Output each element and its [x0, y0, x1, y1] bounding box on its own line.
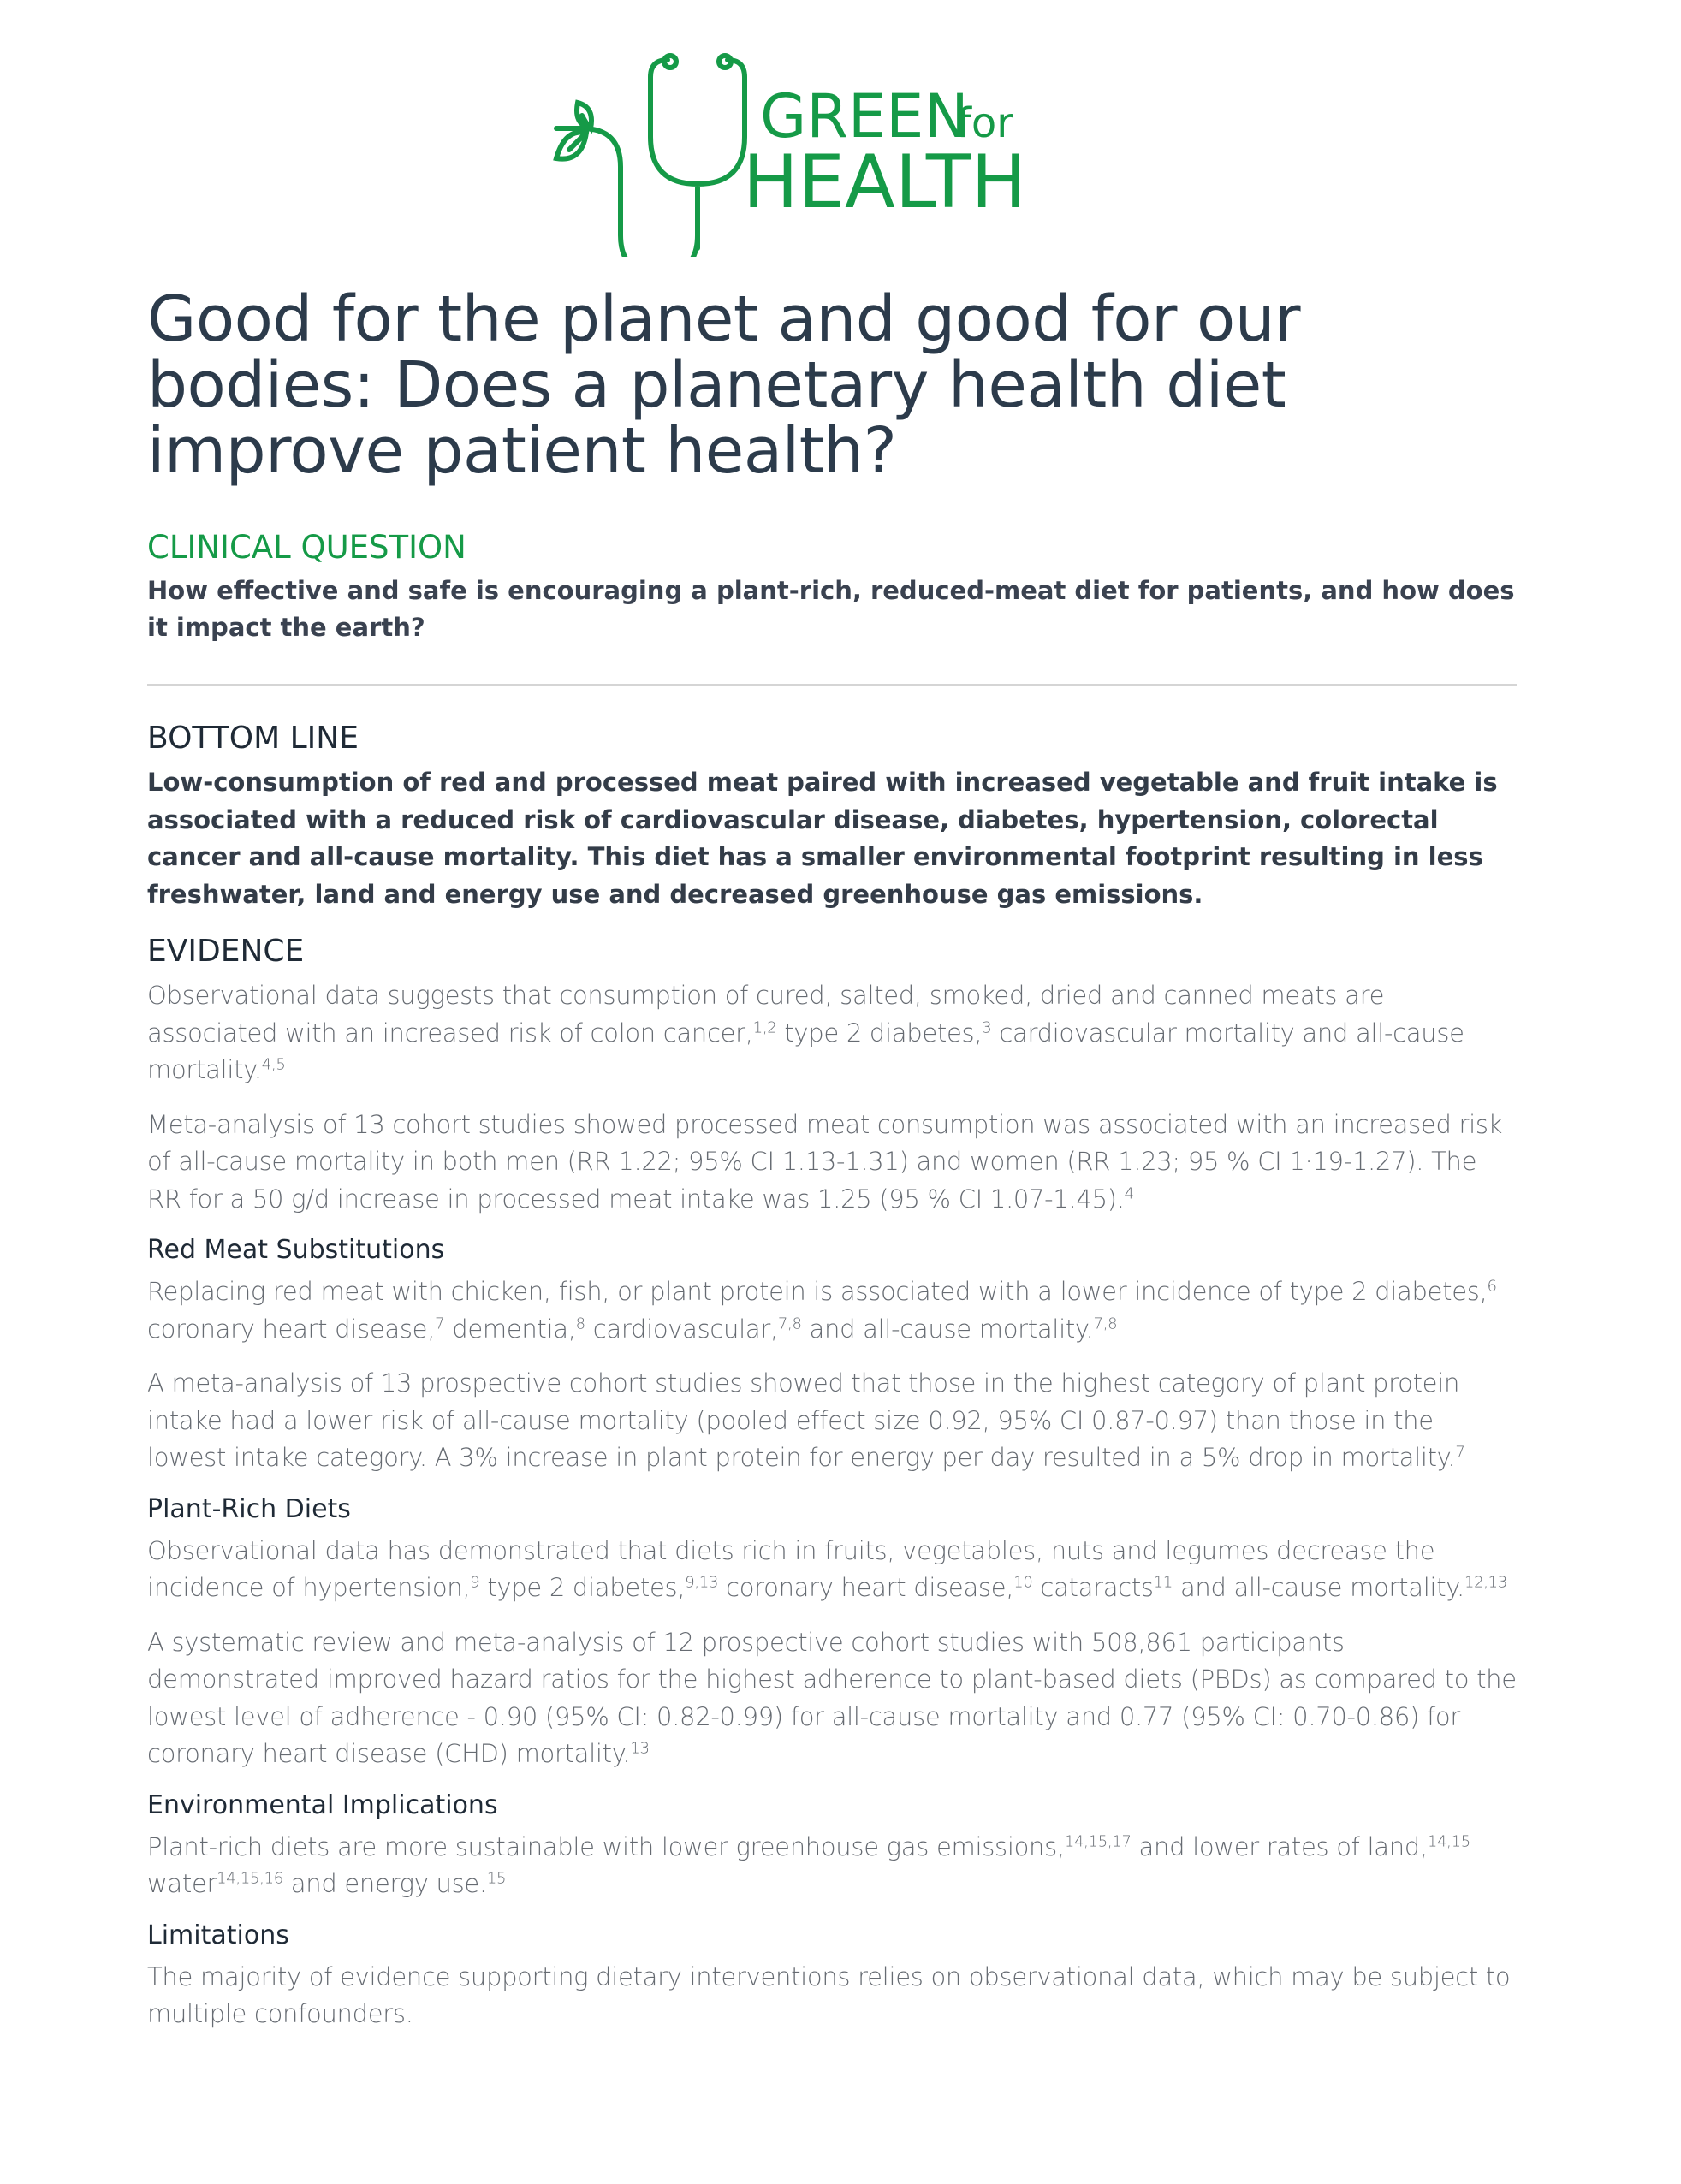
paragraph-text: Replacing red meat with chicken, fish, or plant protein is associated with a lower incidence of type 2 diabetes, [147, 1277, 1488, 1306]
evidence-heading: EVIDENCE [147, 934, 305, 969]
paragraph-text: type 2 diabetes, [479, 1573, 686, 1602]
bottom-line-heading: BOTTOM LINE [147, 721, 359, 756]
paragraph-text: The majority of evidence supporting dietary interventions relies on observational data, which may be subject to multiple confounders. [147, 1961, 1511, 2028]
evidence-paragraph [147, 977, 1517, 1089]
clinical-question-heading: CLINICAL QUESTION [147, 529, 466, 566]
green-for-health-logo [548, 51, 1027, 257]
evidence-paragraph [147, 1533, 1517, 1607]
citation-reference: 9 [470, 1573, 480, 1592]
evidence-paragraph [147, 1959, 1517, 2033]
citation-reference: 4,5 [261, 1055, 286, 1074]
citation-reference: 14,15 [1427, 1831, 1470, 1850]
svg-text:for: for [957, 99, 1013, 147]
svg-text:GREEN: GREEN [760, 81, 969, 151]
stethoscope-icon [556, 60, 745, 257]
paragraph-text: Observational data has demonstrated that diets rich in fruits, vegetables, nuts and legumes decrease the incidence of hypertension, [147, 1535, 1435, 1602]
citation-reference: 8 [575, 1314, 585, 1332]
evidence-subheading: Limitations [147, 1920, 289, 1950]
paragraph-text: cataracts [1032, 1573, 1154, 1602]
citation-reference: 6 [1487, 1277, 1497, 1296]
paragraph-text: Meta-analysis of 13 cohort studies showed processed meat consumption was associated with an increased risk of all-cause mortality in both men (RR 1.22; 95% CI 1.13-1.31) and women (RR 1.23; 95 % CI 1·19-1.27). The RR for a 50 g/d increase in processed meat intake was 1.25 (95 % CI 1.07-1.45). [147, 1109, 1503, 1214]
evidence-paragraph [147, 1365, 1517, 1477]
citation-reference: 13 [630, 1739, 650, 1758]
paragraph-text: cardiovascular mortality and all-cause mortality. [147, 1018, 1464, 1084]
paragraph-text: dementia, [444, 1314, 576, 1344]
clinical-question-text: How effective and safe is encouraging a plant-rich, reduced-meat diet for patients, and how does it impact the earth? [147, 576, 1515, 642]
page-title: Good for the planet and good for our bodies: Does a planetary health diet improve patient health? [147, 282, 1301, 488]
paragraph-text: cardiovascular, [585, 1314, 778, 1344]
evidence-paragraph [147, 1624, 1517, 1773]
paragraph-text: type 2 diabetes, [776, 1018, 983, 1047]
paragraph-text: Plant-rich diets are more sustainable with lower greenhouse gas emissions, [147, 1831, 1065, 1861]
evidence-paragraph [147, 1829, 1517, 1903]
paragraph-text: and lower rates of land, [1131, 1831, 1428, 1861]
citation-reference: 9,13 [685, 1573, 719, 1592]
paragraph-text: and all-cause mortality. [801, 1314, 1094, 1344]
evidence-subheading: Environmental Implications [147, 1789, 498, 1820]
evidence-subheading: Plant-Rich Diets [147, 1493, 351, 1524]
evidence-subheading: Red Meat Substitutions [147, 1235, 445, 1265]
citation-reference: 14,15,17 [1064, 1831, 1132, 1850]
citation-reference: 7 [435, 1314, 445, 1332]
evidence-paragraph [147, 1273, 1517, 1348]
citation-reference: 14,15,16 [217, 1869, 283, 1888]
citation-reference: 15 [486, 1869, 507, 1888]
paragraph-text: coronary heart disease, [147, 1314, 436, 1344]
evidence-paragraph [147, 1107, 1517, 1219]
paragraph-text: water [147, 1869, 217, 1898]
bottom-line-text: Low-consumption of red and processed meat paired with increased vegetable and fruit intake is associated with a reduced risk of cardiovascular disease, diabetes, hypertension, colorectal cancer and all-cause mortality. This diet has a smaller environmental footprint resulting in less freshwater, land and energy use and decreased greenhouse gas emissions. [147, 768, 1498, 909]
citation-reference: 11 [1153, 1573, 1173, 1592]
divider [147, 684, 1517, 686]
paragraph-text: coronary heart disease, [718, 1573, 1014, 1602]
citation-reference: 4 [1124, 1184, 1134, 1202]
paragraph-text: Observational data suggests that consumption of cured, salted, smoked, dried and canned meats are associated with an increased risk of colon cancer, [147, 981, 1385, 1047]
citation-reference: 12,13 [1464, 1573, 1507, 1592]
paragraph-text: and energy use. [282, 1869, 487, 1898]
paragraph-text: and all-cause mortality. [1173, 1573, 1464, 1602]
evidence-body [147, 977, 1517, 2033]
citation-reference: 7,8 [1093, 1314, 1118, 1332]
citation-reference: 7 [1455, 1443, 1465, 1462]
paragraph-text: A meta-analysis of 13 prospective cohort studies showed that those in the highest category of plant protein intake had a lower risk of all-cause mortality (pooled effect size 0.92, 95% CI 0.87-0.97) than those in the lowest intake category. A 3% increase in plant protein for energy per day resulted in a 5% drop in mortality. [147, 1368, 1460, 1472]
citation-reference: 10 [1013, 1573, 1033, 1592]
citation-reference: 1,2 [752, 1018, 777, 1036]
citation-reference: 3 [982, 1018, 992, 1036]
citation-reference: 7,8 [777, 1314, 802, 1332]
paragraph-text: A systematic review and meta-analysis of 12 prospective cohort studies with 508,861 participants demonstrated improved hazard ratios for the highest adherence to plant-based diets (PBDs) as compared to the lowest level of adherence - 0.90 (95% CI: 0.82-0.99) for all-cause mortality and 0.77 (95% CI: 0.70-0.86) for coronary heart disease (CHD) mortality. [147, 1627, 1517, 1768]
svg-text:HEALTH: HEALTH [743, 139, 1027, 225]
